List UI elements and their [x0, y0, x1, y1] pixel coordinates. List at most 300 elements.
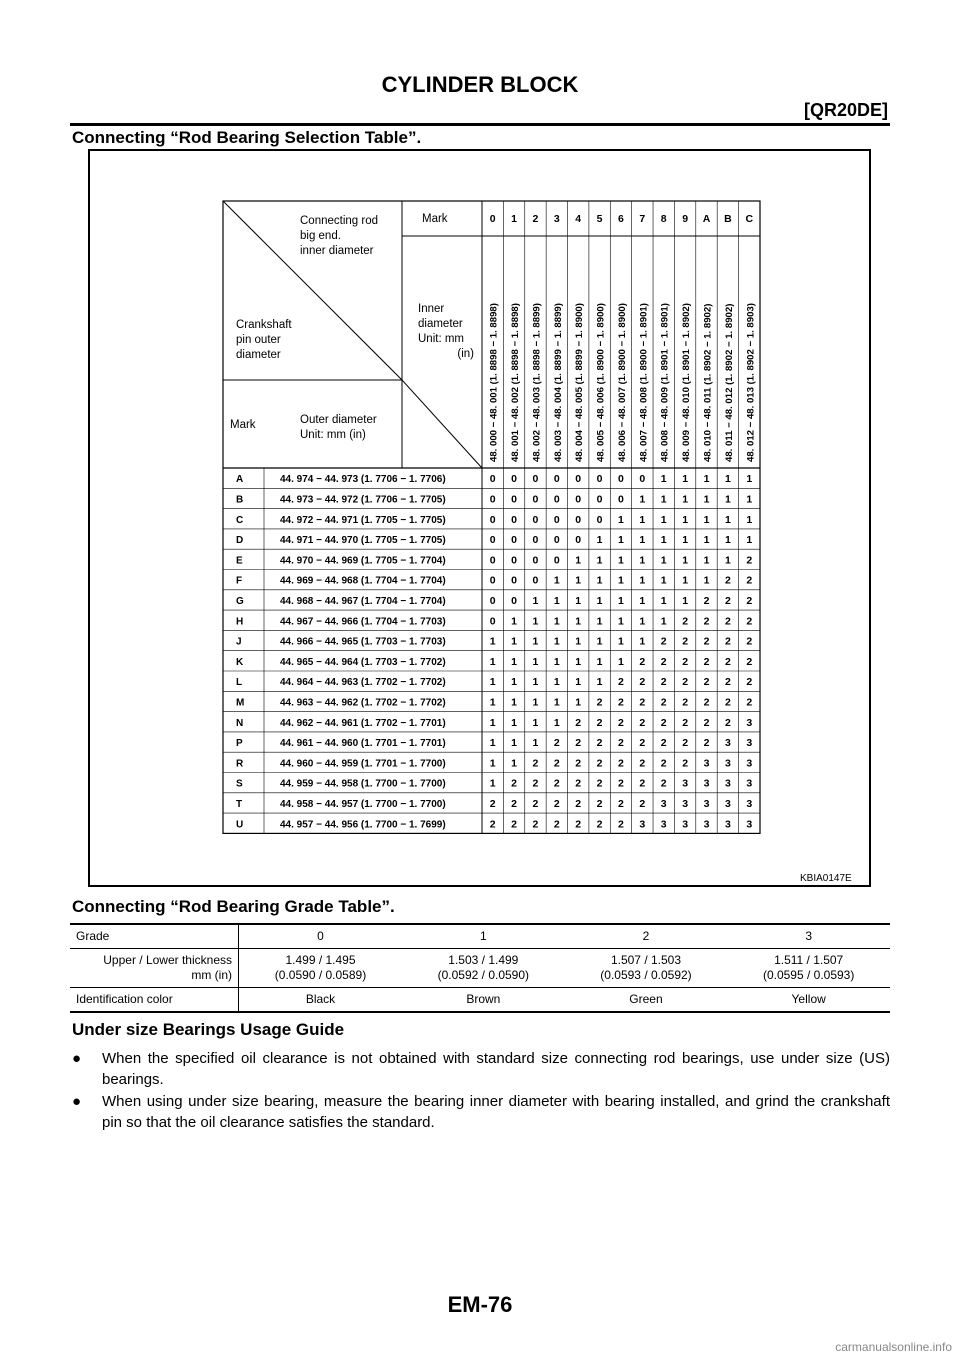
- grade-cell: 2: [660, 676, 667, 689]
- grade-cell: 1: [660, 513, 667, 526]
- grade-cell: 0: [532, 513, 539, 526]
- grade-cell: 1: [489, 676, 496, 689]
- bullet-icon: ●: [72, 1050, 82, 1067]
- grade-cell: 2: [682, 737, 689, 750]
- grade-cell: 2: [618, 797, 624, 810]
- grade-cell: 2: [746, 696, 753, 709]
- grade-cell: 1: [575, 696, 582, 709]
- header-rule: [70, 123, 890, 126]
- grade-cell: 1: [575, 676, 582, 689]
- grade-cell: 3: [703, 818, 710, 831]
- grade-cell: 2: [703, 615, 710, 628]
- grade-cell: 1: [703, 554, 710, 567]
- grade-cell: 2: [596, 797, 603, 810]
- grade-cell: 3: [660, 818, 667, 831]
- grade-cell: 1: [532, 594, 539, 607]
- page-number: EM-76: [447, 1292, 513, 1317]
- grade-cell: 1: [553, 676, 560, 689]
- grade-cell: 1: [532, 655, 539, 668]
- grade-cell: 2: [511, 797, 517, 810]
- row-mark: D: [236, 535, 244, 547]
- grade-cell: 0: [511, 574, 517, 587]
- column-mark: 2: [532, 213, 539, 225]
- grade-cell: 2: [746, 574, 753, 587]
- grade-cell: 0: [489, 615, 496, 628]
- inner-diameter-label: Unit: mm: [418, 333, 464, 345]
- grade-cell: 1: [596, 594, 603, 607]
- grade-cell: 2: [660, 716, 667, 729]
- inner-diameter-label: Inner: [418, 303, 445, 315]
- grade-cell: 1: [682, 473, 689, 486]
- grade-cell: 1: [618, 615, 624, 628]
- row-mark: G: [236, 595, 244, 607]
- grade-cell: 1: [660, 493, 667, 506]
- grade-cell: 1: [596, 534, 603, 547]
- column-range: 48. 003 − 48. 004 (1. 8899 − 1. 8899): [552, 303, 564, 462]
- column-range: 48. 010 − 48. 011 (1. 8902 − 1. 8902): [702, 303, 714, 462]
- grade-cell: 3: [682, 818, 689, 831]
- grade-cell: 1: [596, 676, 603, 689]
- grade-cell: 1: [618, 513, 624, 526]
- grade-cell: 1: [596, 574, 603, 587]
- row-range: 44. 968 − 44. 967 (1. 7704 − 1. 7704): [280, 595, 446, 607]
- grade-cell: 0: [575, 473, 582, 486]
- grade-cell: 0: [489, 574, 496, 587]
- section-tag: [QR20DE]: [803, 100, 888, 120]
- column-range: 48. 002 − 48. 003 (1. 8898 − 1. 8899): [531, 303, 543, 462]
- thickness-mm: 1.507 / 1.503: [610, 953, 682, 967]
- grade-cell: 2: [618, 716, 624, 729]
- thickness-in: (0.0595 / 0.0593): [762, 968, 855, 982]
- grade-cell: 1: [703, 534, 710, 547]
- row-range: 44. 957 − 44. 956 (1. 7700 − 1. 7699): [280, 819, 446, 831]
- row-range: 44. 964 − 44. 963 (1. 7702 − 1. 7702): [280, 677, 446, 689]
- grade-cell: 2: [618, 818, 624, 831]
- grade-cell: 1: [660, 615, 667, 628]
- thickness-label-cell: [70, 949, 239, 988]
- grade-cell: 0: [575, 513, 582, 526]
- watermark: carmanualsonline.info: [835, 1340, 952, 1354]
- column-mark: 5: [596, 213, 603, 225]
- grade-label: Grade: [70, 924, 239, 949]
- row-mark: M: [236, 697, 245, 709]
- grade-cell: 0: [532, 473, 539, 486]
- grade-cell: 1: [511, 737, 517, 750]
- grade-cell: 0: [489, 493, 496, 506]
- grade-cell: 2: [618, 696, 624, 709]
- grade-cell: 1: [724, 554, 731, 567]
- row-mark: E: [236, 555, 243, 567]
- row-mark: J: [236, 636, 242, 648]
- grade-cell: 1: [639, 534, 646, 547]
- grade-cell: 0: [532, 554, 539, 567]
- grade-cell: 2: [703, 594, 710, 607]
- row-range: 44. 962 − 44. 961 (1. 7702 − 1. 7701): [280, 717, 446, 729]
- grade-cell: 1: [746, 493, 753, 506]
- grade-cell: 2: [532, 757, 539, 770]
- bullet-text: When the specified oil clearance is not obtained with standard size connecting rod bearings, use under size (US) bearings.: [102, 1050, 890, 1088]
- grade-cell: 1: [532, 635, 539, 648]
- grade-cell: 2: [682, 635, 689, 648]
- thickness-cell: [239, 949, 403, 988]
- grade-cell: 2: [724, 615, 731, 628]
- grade-cell: 1: [511, 716, 517, 729]
- grade-cell: 0: [553, 554, 560, 567]
- grade-cell: 2: [575, 797, 582, 810]
- grade-cell: 1: [682, 554, 689, 567]
- grade-cell: 2: [553, 737, 560, 750]
- grade-cell: 0: [553, 473, 560, 486]
- grade-cell: 2: [565, 924, 728, 949]
- column-mark: 7: [639, 213, 646, 225]
- thickness-cell: [402, 949, 565, 988]
- grade-cell: 3: [703, 797, 710, 810]
- grade-cell: 1: [596, 554, 603, 567]
- column-mark-header: Mark: [422, 213, 448, 225]
- grade-cell: 2: [511, 818, 517, 831]
- grade-cell: 2: [618, 757, 624, 770]
- thickness-cell: [565, 949, 728, 988]
- grade-cell: 1: [682, 513, 689, 526]
- grade-cell: 1: [596, 635, 603, 648]
- row-range: 44. 965 − 44. 964 (1. 7703 − 1. 7702): [280, 656, 446, 668]
- grade-cell: 1: [402, 924, 565, 949]
- color-cell: Yellow: [727, 988, 890, 1013]
- grade-cell: 0: [489, 473, 496, 486]
- grade-cell: 1: [703, 513, 710, 526]
- row-mark: H: [236, 616, 244, 628]
- grade-cell: 0: [511, 473, 517, 486]
- grade-cell: 2: [724, 655, 731, 668]
- grade-cell: 0: [575, 493, 582, 506]
- grade-cell: 2: [724, 635, 731, 648]
- grade-row: [70, 924, 890, 949]
- thickness-unit: mm (in): [191, 968, 232, 982]
- grade-cell: 3: [639, 818, 646, 831]
- grade-cell: 2: [682, 716, 689, 729]
- column-mark: 1: [511, 213, 517, 225]
- column-mark: 0: [489, 213, 496, 225]
- grade-cell: 2: [724, 696, 731, 709]
- grade-cell: 1: [746, 534, 753, 547]
- grade-cell: 1: [618, 635, 624, 648]
- row-range: 44. 960 − 44. 959 (1. 7701 − 1. 7700): [280, 758, 446, 770]
- grade-cell: 2: [746, 594, 753, 607]
- grade-cell: 2: [682, 676, 689, 689]
- grade-cell: 2: [596, 696, 603, 709]
- thickness-cell: [727, 949, 890, 988]
- grade-cell: 0: [239, 924, 403, 949]
- column-range: 48. 004 − 48. 005 (1. 8899 − 1. 8900): [574, 303, 586, 462]
- thickness-mm: 1.511 / 1.507: [774, 953, 844, 967]
- grade-cell: 3: [724, 818, 731, 831]
- grade-cell: 1: [639, 635, 646, 648]
- grade-cell: 3: [746, 716, 753, 729]
- grade-cell: 1: [639, 615, 646, 628]
- grade-cell: 2: [703, 635, 710, 648]
- row-range: 44. 972 − 44. 971 (1. 7705 − 1. 7705): [280, 514, 446, 526]
- grade-cell: 1: [639, 554, 646, 567]
- grade-cell: 1: [682, 534, 689, 547]
- row-range: 44. 959 − 44. 958 (1. 7700 − 1. 7700): [280, 778, 446, 790]
- row-mark: K: [236, 656, 244, 668]
- grade-cell: 1: [489, 716, 496, 729]
- thickness-mm: 1.503 / 1.499: [448, 953, 519, 967]
- grade-cell: 1: [553, 574, 560, 587]
- grade-cell: 3: [703, 757, 710, 770]
- grade-cell: 1: [596, 655, 603, 668]
- grade-cell: 2: [639, 797, 646, 810]
- grade-table-heading: Connecting “Rod Bearing Grade Table”.: [72, 897, 395, 916]
- grade-cell: 1: [532, 615, 539, 628]
- grade-cell: 0: [553, 493, 560, 506]
- grade-cell: 2: [639, 737, 646, 750]
- grade-cell: 2: [703, 676, 710, 689]
- grade-cell: 3: [703, 777, 710, 790]
- row-range: 44. 963 − 44. 962 (1. 7702 − 1. 7702): [280, 697, 446, 709]
- row-mark: F: [236, 575, 243, 587]
- grade-cell: 2: [639, 716, 646, 729]
- grade-cell: 1: [682, 594, 689, 607]
- color-cell: Green: [565, 988, 728, 1013]
- grade-cell: 1: [511, 696, 517, 709]
- grade-cell: 1: [575, 594, 582, 607]
- grade-cell: 1: [489, 696, 496, 709]
- grade-cell: 2: [596, 716, 603, 729]
- grade-cell: 1: [553, 615, 560, 628]
- row-mark-header: Mark: [230, 419, 256, 431]
- usage-guide-heading: Under size Bearings Usage Guide: [72, 1020, 345, 1039]
- row-mark: R: [236, 758, 244, 770]
- grade-cell: 1: [553, 716, 560, 729]
- grade-cell: 2: [618, 737, 624, 750]
- grade-cell: 2: [703, 716, 710, 729]
- grade-cell: 2: [532, 797, 539, 810]
- grade-cell: 2: [746, 554, 753, 567]
- grade-cell: 1: [618, 574, 624, 587]
- grade-cell: 3: [724, 737, 731, 750]
- grade-cell: 1: [618, 594, 624, 607]
- grade-cell: 1: [703, 473, 710, 486]
- grade-cell: 2: [660, 777, 667, 790]
- column-mark: A: [702, 213, 711, 225]
- grade-cell: 1: [703, 493, 710, 506]
- grade-cell: 2: [553, 818, 560, 831]
- thickness-label: Upper / Lower thickness: [103, 953, 232, 967]
- grade-cell: 2: [489, 818, 496, 831]
- row-range: 44. 973 − 44. 972 (1. 7706 − 1. 7705): [280, 494, 446, 506]
- grade-cell: 3: [727, 924, 890, 949]
- row-range: 44. 961 − 44. 960 (1. 7701 − 1. 7701): [280, 738, 446, 750]
- grade-cell: 3: [746, 818, 753, 831]
- grade-cell: 2: [596, 757, 603, 770]
- grade-cell: 1: [618, 554, 624, 567]
- grade-cell: 1: [746, 473, 753, 486]
- grade-cell: 1: [724, 473, 731, 486]
- color-row: [70, 988, 890, 1013]
- grade-cell: 1: [553, 655, 560, 668]
- row-range: 44. 966 − 44. 965 (1. 7703 − 1. 7703): [280, 636, 446, 648]
- grade-cell: 1: [639, 493, 646, 506]
- figure-code: KBIA0147E: [800, 873, 852, 884]
- row-range: 44. 971 − 44. 970 (1. 7705 − 1. 7705): [280, 535, 446, 547]
- grade-cell: 2: [682, 655, 689, 668]
- bullet-icon: ●: [72, 1093, 82, 1110]
- grade-cell: 1: [703, 574, 710, 587]
- grade-cell: 1: [532, 716, 539, 729]
- grade-cell: 2: [746, 655, 753, 668]
- grade-cell: 1: [511, 655, 517, 668]
- grade-cell: 2: [724, 594, 731, 607]
- crankshaft-diameter-label: pin outer: [236, 334, 281, 346]
- grade-cell: 0: [489, 534, 496, 547]
- grade-cell: 3: [724, 797, 731, 810]
- outer-diameter-label: Outer diameter: [300, 414, 377, 426]
- grade-cell: 2: [639, 655, 646, 668]
- grade-cell: 2: [724, 574, 731, 587]
- grade-cell: 1: [660, 534, 667, 547]
- grade-cell: 2: [511, 777, 517, 790]
- row-mark: S: [236, 778, 243, 790]
- grade-cell: 2: [703, 655, 710, 668]
- grade-cell: 2: [746, 615, 753, 628]
- grade-cell: 1: [682, 574, 689, 587]
- column-range: 48. 005 − 48. 006 (1. 8900 − 1. 8900): [595, 303, 607, 462]
- grade-cell: 2: [575, 777, 582, 790]
- column-range: 48. 011 − 48. 012 (1. 8902 − 1. 8902): [723, 303, 735, 462]
- color-cell: Brown: [402, 988, 565, 1013]
- grade-cell: 2: [575, 716, 582, 729]
- grade-cell: 2: [553, 797, 560, 810]
- column-range: 48. 000 − 48. 001 (1. 8898 − 1. 8898): [488, 303, 500, 462]
- color-label: Identification color: [70, 988, 239, 1013]
- grade-cell: 1: [724, 513, 731, 526]
- grade-cell: 0: [511, 493, 517, 506]
- inner-diameter-label: diameter: [418, 318, 463, 330]
- crankshaft-diameter-label: Crankshaft: [236, 319, 292, 331]
- row-range: 44. 970 − 44. 969 (1. 7705 − 1. 7704): [280, 555, 446, 567]
- grade-cell: 0: [553, 534, 560, 547]
- grade-cell: 2: [703, 737, 710, 750]
- grade-cell: 1: [575, 554, 582, 567]
- grade-cell: 1: [532, 676, 539, 689]
- row-mark: C: [236, 514, 244, 526]
- grade-cell: 1: [724, 534, 731, 547]
- grade-cell: 2: [682, 615, 689, 628]
- grade-cell: 1: [575, 635, 582, 648]
- color-cell: Black: [239, 988, 403, 1013]
- selection-table-heading: Connecting “Rod Bearing Selection Table”.: [72, 128, 422, 147]
- grade-cell: 3: [746, 797, 753, 810]
- grade-cell: 0: [511, 534, 517, 547]
- bullet-text: When using under size bearing, measure the bearing inner diameter with bearing installed, and grind the crankshaft pin so that the oil clearance satisfies the standard.: [102, 1093, 890, 1131]
- outer-diameter-label: Unit: mm (in): [300, 429, 366, 441]
- grade-cell: 2: [639, 777, 646, 790]
- column-mark: C: [745, 213, 754, 225]
- grade-cell: 2: [660, 757, 667, 770]
- grade-table: [70, 923, 890, 1013]
- grade-cell: 0: [618, 473, 624, 486]
- column-range: 48. 006 − 48. 007 (1. 8900 − 1. 8900): [616, 303, 628, 462]
- grade-cell: 2: [639, 757, 646, 770]
- thickness-mm: 1.499 / 1.495: [285, 953, 356, 967]
- grade-cell: 0: [532, 493, 539, 506]
- grade-cell: 2: [575, 757, 582, 770]
- grade-cell: 0: [511, 554, 517, 567]
- grade-cell: 2: [489, 797, 496, 810]
- grade-cell: 1: [660, 473, 667, 486]
- grade-cell: 1: [511, 757, 517, 770]
- grade-cell: 1: [575, 655, 582, 668]
- grade-cell: 2: [746, 676, 753, 689]
- column-mark: 4: [575, 213, 582, 225]
- grade-cell: 3: [746, 737, 753, 750]
- grade-cell: 1: [489, 737, 496, 750]
- grade-cell: 0: [596, 473, 603, 486]
- grade-cell: 0: [489, 513, 496, 526]
- column-range: 48. 007 − 48. 008 (1. 8900 − 1. 8901): [638, 303, 650, 462]
- grade-cell: 2: [553, 757, 560, 770]
- grade-cell: 2: [660, 737, 667, 750]
- thickness-row: [70, 949, 890, 988]
- grade-cell: 2: [660, 635, 667, 648]
- inner-unit-label: (in): [457, 348, 474, 360]
- bullet-item: [72, 1091, 890, 1133]
- grade-cell: 1: [618, 534, 624, 547]
- column-mark: 8: [660, 213, 667, 225]
- grade-cell: 3: [682, 797, 689, 810]
- column-mark: 6: [618, 213, 624, 225]
- column-mark: 3: [553, 213, 560, 225]
- column-mark: B: [724, 213, 732, 225]
- crankshaft-diameter-label: diameter: [236, 349, 281, 361]
- grade-cell: 2: [639, 696, 646, 709]
- grade-cell: 2: [596, 777, 603, 790]
- thickness-in: (0.0593 / 0.0592): [600, 968, 692, 982]
- grade-cell: 1: [553, 635, 560, 648]
- grade-cell: 0: [489, 594, 496, 607]
- grade-cell: 2: [746, 635, 753, 648]
- grade-cell: 1: [489, 757, 496, 770]
- grade-cell: 2: [660, 655, 667, 668]
- grade-cell: 1: [618, 655, 624, 668]
- grade-cell: 2: [703, 696, 710, 709]
- row-range: 44. 958 − 44. 957 (1. 7700 − 1. 7700): [280, 798, 446, 810]
- grade-cell: 3: [660, 797, 667, 810]
- grade-cell: 1: [489, 655, 496, 668]
- grade-cell: 1: [660, 594, 667, 607]
- grade-cell: 2: [682, 696, 689, 709]
- row-mark: P: [236, 738, 243, 750]
- grade-cell: 1: [575, 615, 582, 628]
- bullet-item: [72, 1048, 890, 1090]
- grade-cell: 1: [639, 594, 646, 607]
- grade-cell: 0: [511, 513, 517, 526]
- grade-cell: 1: [639, 574, 646, 587]
- grade-cell: 2: [724, 676, 731, 689]
- row-mark: L: [236, 677, 243, 689]
- grade-cell: 3: [724, 757, 731, 770]
- grade-cell: 3: [724, 777, 731, 790]
- grade-cell: 1: [639, 513, 646, 526]
- grade-cell: 2: [596, 737, 603, 750]
- grade-cell: 0: [489, 554, 496, 567]
- grade-cell: 2: [532, 777, 539, 790]
- grade-cell: 2: [553, 777, 560, 790]
- grade-cell: 1: [532, 696, 539, 709]
- page-title: CYLINDER BLOCK: [381, 72, 579, 97]
- grade-cell: 3: [746, 777, 753, 790]
